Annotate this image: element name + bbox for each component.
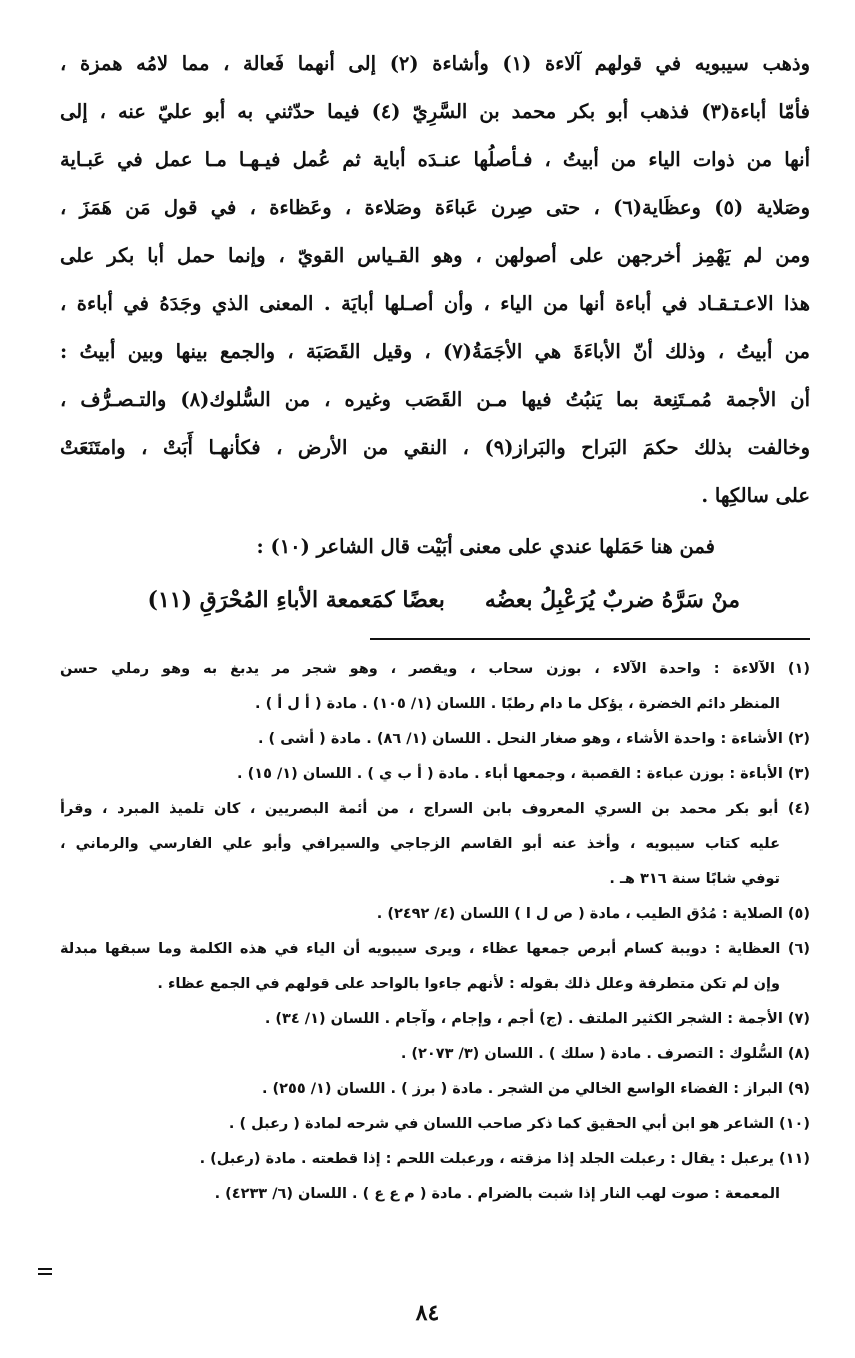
- footnote-line: (٣) الأباءة : بوزن عباءة : القصبة ، وجمعها أباء . مادة ( أ ب ي ) . اللسان (١/ ١٥) .: [237, 766, 810, 782]
- body-line: أنها من ذوات الياء من أبيتُ ، فـأصلُها عنـدَه أباية ثم عُمل فيـهـا مـا عمل في عَبـاية: [60, 148, 810, 171]
- body-line: وصَلاية (٥) وعظَاية(٦) ، حتى صِرن عَباءَة وصَلاءة ، وعَظاءة ، في قول مَن هَمَزَ ،: [60, 196, 810, 219]
- footnotes: [60, 652, 810, 1212]
- footnote-line: (٧) الأجمة : الشجر الكثير الملتف . (ج) أجم ، وإجام ، وآجام . اللسان (١/ ٣٤) .: [264, 1011, 810, 1027]
- footnote-line: وإن لم تكن متطرفة وعلل ذلك بقوله : لأنهم جاءوا بالواحد على قولهم في الجمع عظاء .: [157, 976, 780, 992]
- margin-mark-icon: [38, 1268, 52, 1275]
- footnote-line: المعمعة : صوت لهب النار إذا شبت بالضرام . مادة ( م ع ع ) . اللسان (٦/ ٤٢٣٣) .: [214, 1186, 780, 1202]
- quote-intro: فمن هنا حَمَلها عندي على معنى أبَيْت قال الشاعر (١٠) :: [256, 535, 715, 558]
- footnote-line: المنظر دائم الخضرة ، يؤكل ما دام رطبًا . اللسان (١/ ١٠٥) . مادة ( أ ل أ ) .: [255, 696, 780, 712]
- body-line: ومن لم يَهْمِز أخرجهن على أصولهن ، وهو القـياس القويّ ، وإنما حمل أبا بكر على: [60, 244, 810, 267]
- page-number: ٨٤: [415, 1300, 440, 1326]
- page-body: [60, 40, 810, 1202]
- footnote-line: (٩) البراز : الفضاء الواسع الخالي من الشجر . مادة ( برز ) . اللسان (١/ ٢٥٥) .: [261, 1081, 810, 1097]
- body-line: من أبيتُ ، وذلك أنّ الأباءَةَ هي الأجَمَةُ(٧) ، وقيل القَصَبَة ، والجمع بينها وبين أبيتُ :: [60, 340, 810, 363]
- footnote-divider: [370, 638, 810, 640]
- footnote-line: (١١) يرعبل : يقال : رعبلت الجلد إذا مزقته ، ورعبلت اللحم : إذا قطعته . مادة (رعبل) .: [199, 1151, 810, 1167]
- footnote-line: (٥) الصلاية : مُدُق الطيب ، مادة ( ص ل ا ) اللسان (٤/ ٢٤٩٢) .: [376, 906, 810, 922]
- footnote-line: (١٠) الشاعر هو ابن أبي الحقيق كما ذكر صاحب اللسان في شرحه لمادة ( رعبل ) .: [228, 1116, 810, 1132]
- footnote-line: (٦) العظاية : دويبة كسام أبرص جمعها عظاء ، ويرى سيبويه أن الياء في هذه الكلمة وما سبقها مبدلة: [60, 941, 810, 957]
- verse-first-hemistich: منْ سَرَّهُ ضربٌ يُرَعْبِلُ بعضُه: [484, 587, 740, 613]
- verse-second-hemistich: بعضًا كمَعمعة الأباءِ المُحْرَقِ (١١): [147, 587, 445, 613]
- body-line: وذهب سيبويه في قولهم آلاءة (١) وأشاءة (٢) إلى أنهما فَعالة ، مما لامُه همزة ،: [60, 52, 810, 75]
- body-line: أن الأجمة مُمـتَنِعة بما يَنبُتُ فيها مـن القَصَب وغيره ، من السُّلوك(٨) والتـصـرُّف ،: [60, 388, 810, 411]
- body-line: وخالفت بذلك حكمَ البَراح والبَراز(٩) ، النقي من الأرض ، فكأنهـا أَبَتْ ، وامتَنَعَتْ: [60, 436, 810, 459]
- body-line: هذا الاعـتـقـاد في أباءة أنها من الياء ، وأن أصـلها أبايَة . المعنى الذي وجَدَهُ في أباءة ،: [60, 292, 810, 315]
- footnote-line: (٢) الأشاءة : واحدة الأشاء ، وهو صغار النحل . اللسان (١/ ٨٦) . مادة ( أشى ) .: [257, 731, 810, 747]
- footnote-line: توفي شابًا سنة ٣١٦ هـ .: [609, 871, 780, 887]
- body-line: فأمّا أباءة(٣) فذهب أبو بكر محمد بن السَّرِيّ (٤) فيما حدّثني به أبو عليّ عنه ، إلى: [60, 100, 810, 123]
- footnote-line: (٨) السُّلوك : التصرف . مادة ( سلك ) . اللسان (٣/ ٢٠٧٣) .: [400, 1046, 810, 1062]
- body-line: على سالكِها .: [701, 484, 810, 507]
- footnote-line: (٤) أبو بكر محمد بن السري المعروف بابن السراج ، من أئمة البصريين ، كان تلميذ المبرد ، وقرأ: [60, 801, 810, 817]
- poetry-verse: [60, 572, 810, 628]
- footnote-line: عليه كتاب سيبويه ، وأخذ عنه أبو القاسم الزجاجي والسيرافي وأبو علي الفارسي والرماني ،: [60, 836, 780, 852]
- footnote-line: (١) الآلاءة : واحدة الآلاء ، بوزن سحاب ، ويقصر ، وهو شجر مر يدبغ به وهو رملي حسن: [60, 661, 810, 677]
